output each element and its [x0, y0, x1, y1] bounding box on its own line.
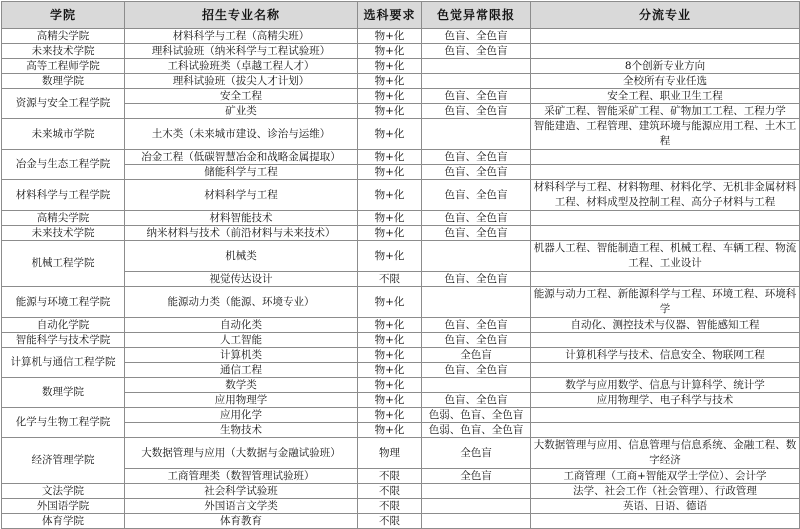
college-cell: 未来技术学院	[2, 44, 125, 59]
table-row	[2, 499, 800, 514]
color-cell	[422, 119, 531, 150]
subject-cell: 不限	[358, 514, 422, 529]
subject-cell: 物+化	[358, 74, 422, 89]
split-cell	[531, 333, 800, 348]
major-cell: 安全工程	[125, 89, 358, 104]
subject-cell: 物+化	[358, 363, 422, 378]
major-cell: 能源动力类（能源、环境专业）	[125, 287, 358, 318]
table-row	[2, 333, 800, 348]
college-cell: 高精尖学院	[2, 29, 125, 44]
subject-cell: 不限	[358, 499, 422, 514]
major-cell: 材料科学与工程	[125, 180, 358, 211]
table-row	[2, 44, 800, 59]
major-cell: 大数据管理与应用（大数据与金融试验班）	[125, 438, 358, 469]
college-cell: 高等工程师学院	[2, 59, 125, 74]
table-row	[2, 89, 800, 104]
split-cell	[531, 211, 800, 226]
major-cell: 外国语言文学类	[125, 499, 358, 514]
split-cell	[531, 226, 800, 241]
table-row	[2, 378, 800, 393]
split-cell	[531, 29, 800, 44]
major-cell: 储能科学与工程	[125, 165, 358, 180]
table-row	[2, 226, 800, 241]
major-cell: 土木类（未来城市建设、诊治与运维）	[125, 119, 358, 150]
subject-cell: 物+化	[358, 287, 422, 318]
major-cell: 体育教育	[125, 514, 358, 529]
table-row	[2, 484, 800, 499]
college-cell: 能源与环境工程学院	[2, 287, 125, 318]
split-cell: 智能建造、工程管理、建筑环境与能源应用工程、土木工程	[531, 119, 800, 150]
subject-cell: 物+化	[358, 180, 422, 211]
split-cell	[531, 150, 800, 165]
major-cell: 社会科学试验班	[125, 484, 358, 499]
color-cell: 全色盲	[422, 469, 531, 484]
college-cell: 机械工程学院	[2, 241, 125, 287]
college-cell: 数理学院	[2, 378, 125, 408]
table-row	[2, 514, 800, 529]
college-cell: 数理学院	[2, 74, 125, 89]
color-cell	[422, 378, 531, 393]
subject-cell: 不限	[358, 484, 422, 499]
color-cell: 色盲、全色盲	[422, 363, 531, 378]
subject-cell: 物+化	[358, 89, 422, 104]
subject-cell: 物+化	[358, 393, 422, 408]
major-cell: 理科试验班（拔尖人才计划）	[125, 74, 358, 89]
subject-cell: 物+化	[358, 348, 422, 363]
color-cell: 色盲、全色盲	[422, 318, 531, 333]
split-cell: 采矿工程、智能采矿工程、矿物加工工程、工程力学	[531, 104, 800, 119]
color-cell: 色盲、全色盲	[422, 29, 531, 44]
table-row	[2, 408, 800, 423]
college-cell: 计算机与通信工程学院	[2, 348, 125, 378]
split-cell: 法学、社会工作（社会管理）、行政管理	[531, 484, 800, 499]
major-cell: 工商管理类（数智管理试验班）	[125, 469, 358, 484]
college-cell: 自动化学院	[2, 318, 125, 333]
subject-cell: 物+化	[358, 119, 422, 150]
college-cell: 经济管理学院	[2, 438, 125, 484]
color-cell: 色盲、全色盲	[422, 150, 531, 165]
split-cell	[531, 408, 800, 423]
subject-cell: 物理	[358, 438, 422, 469]
table-row	[2, 318, 800, 333]
major-cell: 冶金工程（低碳智慧冶金和战略金属提取）	[125, 150, 358, 165]
split-cell: 大数据管理与应用、信息管理与信息系统、金融工程、数字经济	[531, 438, 800, 469]
college-cell: 外国语学院	[2, 499, 125, 514]
color-cell	[422, 59, 531, 74]
college-cell: 高精尖学院	[2, 211, 125, 226]
college-cell: 未来技术学院	[2, 226, 125, 241]
split-cell: 能源与动力工程、新能源科学与工程、环境工程、环境科学	[531, 287, 800, 318]
header-row	[2, 2, 800, 29]
subject-cell: 物+化	[358, 104, 422, 119]
table-row	[2, 348, 800, 363]
college-cell: 资源与安全工程学院	[2, 89, 125, 119]
college-cell: 体育学院	[2, 514, 125, 529]
major-cell: 人工智能	[125, 333, 358, 348]
split-cell: 英语、日语、德语	[531, 499, 800, 514]
major-cell: 工科试验班类（卓越工程人才）	[125, 59, 358, 74]
major-cell: 视觉传达设计	[125, 272, 358, 287]
major-cell: 生物技术	[125, 423, 358, 438]
split-cell: 全校所有专业任选	[531, 74, 800, 89]
major-cell: 纳米材料与技术（前沿材料与未来技术）	[125, 226, 358, 241]
subject-cell: 物+化	[358, 44, 422, 59]
header-split-major: 分流专业	[531, 2, 800, 29]
subject-cell: 物+化	[358, 150, 422, 165]
split-cell: 应用物理学、电子科学与技术	[531, 393, 800, 408]
subject-cell: 物+化	[358, 165, 422, 180]
header-college: 学院	[2, 2, 125, 29]
split-cell	[531, 423, 800, 438]
subject-cell: 物+化	[358, 211, 422, 226]
split-cell	[531, 514, 800, 529]
table-row	[2, 150, 800, 165]
college-cell: 智能科学与技术学院	[2, 333, 125, 348]
split-cell	[531, 363, 800, 378]
major-cell: 机械类	[125, 241, 358, 272]
subject-cell: 物+化	[358, 59, 422, 74]
subject-cell: 物+化	[358, 333, 422, 348]
color-cell	[422, 287, 531, 318]
table-row	[2, 211, 800, 226]
split-cell: 工商管理（工商+智能双学士学位）、会计学	[531, 469, 800, 484]
color-cell: 色盲、全色盲	[422, 333, 531, 348]
split-cell: 计算机科学与技术、信息安全、物联网工程	[531, 348, 800, 363]
table-row	[2, 287, 800, 318]
split-cell: 机器人工程、智能制造工程、机械工程、车辆工程、物流工程、工业设计	[531, 241, 800, 272]
header-subject: 选科要求	[358, 2, 422, 29]
color-cell: 色盲、全色盲	[422, 211, 531, 226]
subject-cell: 物+化	[358, 423, 422, 438]
subject-cell: 物+化	[358, 226, 422, 241]
major-cell: 自动化类	[125, 318, 358, 333]
subject-cell: 物+化	[358, 318, 422, 333]
major-cell: 应用物理学	[125, 393, 358, 408]
color-cell	[422, 74, 531, 89]
split-cell: 安全工程、职业卫生工程	[531, 89, 800, 104]
color-cell: 色盲、全色盲	[422, 393, 531, 408]
table-row	[2, 74, 800, 89]
table-row	[2, 29, 800, 44]
color-cell: 全色盲	[422, 348, 531, 363]
subject-cell: 物+化	[358, 241, 422, 272]
split-cell	[531, 272, 800, 287]
color-cell	[422, 241, 531, 272]
split-cell: 8个创新专业方向	[531, 59, 800, 74]
table-row	[2, 180, 800, 211]
split-cell: 材料科学与工程、材料物理、材料化学、无机非金属材料工程、材料成型及控制工程、高分子材料与工程	[531, 180, 800, 211]
college-cell: 冶金与生态工程学院	[2, 150, 125, 180]
split-cell	[531, 44, 800, 59]
color-cell: 色盲、全色盲	[422, 44, 531, 59]
color-cell: 色弱、色盲、全色盲	[422, 408, 531, 423]
subject-cell: 不限	[358, 469, 422, 484]
color-cell: 色盲、全色盲	[422, 226, 531, 241]
subject-cell: 物+化	[358, 378, 422, 393]
color-cell	[422, 499, 531, 514]
split-cell: 自动化、测控技术与仪器、智能感知工程	[531, 318, 800, 333]
table-row	[2, 241, 800, 272]
major-cell: 通信工程	[125, 363, 358, 378]
table-row	[2, 59, 800, 74]
major-cell: 材料科学与工程（高精尖班）	[125, 29, 358, 44]
college-cell: 材料科学与工程学院	[2, 180, 125, 211]
color-cell: 色盲、全色盲	[422, 165, 531, 180]
college-cell: 文法学院	[2, 484, 125, 499]
header-major: 招生专业名称	[125, 2, 358, 29]
color-cell	[422, 484, 531, 499]
color-cell: 色盲、全色盲	[422, 89, 531, 104]
college-cell: 化学与生物工程学院	[2, 408, 125, 438]
college-cell: 未来城市学院	[2, 119, 125, 150]
color-cell: 色弱、色盲、全色盲	[422, 423, 531, 438]
major-cell: 理科试验班（纳米科学与工程试验班）	[125, 44, 358, 59]
subject-cell: 物+化	[358, 29, 422, 44]
color-cell	[422, 514, 531, 529]
major-cell: 材料智能技术	[125, 211, 358, 226]
color-cell: 色盲、全色盲	[422, 180, 531, 211]
split-cell: 数学与应用数学、信息与计算科学、统计学	[531, 378, 800, 393]
split-cell	[531, 165, 800, 180]
color-cell: 全色盲	[422, 438, 531, 469]
major-cell: 计算机类	[125, 348, 358, 363]
subject-cell: 物+化	[358, 408, 422, 423]
header-color-limit: 色觉异常限报	[422, 2, 531, 29]
admissions-table	[1, 1, 800, 529]
color-cell: 色盲、全色盲	[422, 272, 531, 287]
color-cell: 色盲、全色盲	[422, 104, 531, 119]
major-cell: 矿业类	[125, 104, 358, 119]
table-row	[2, 119, 800, 150]
subject-cell: 不限	[358, 272, 422, 287]
table-row	[2, 438, 800, 469]
major-cell: 应用化学	[125, 408, 358, 423]
major-cell: 数学类	[125, 378, 358, 393]
